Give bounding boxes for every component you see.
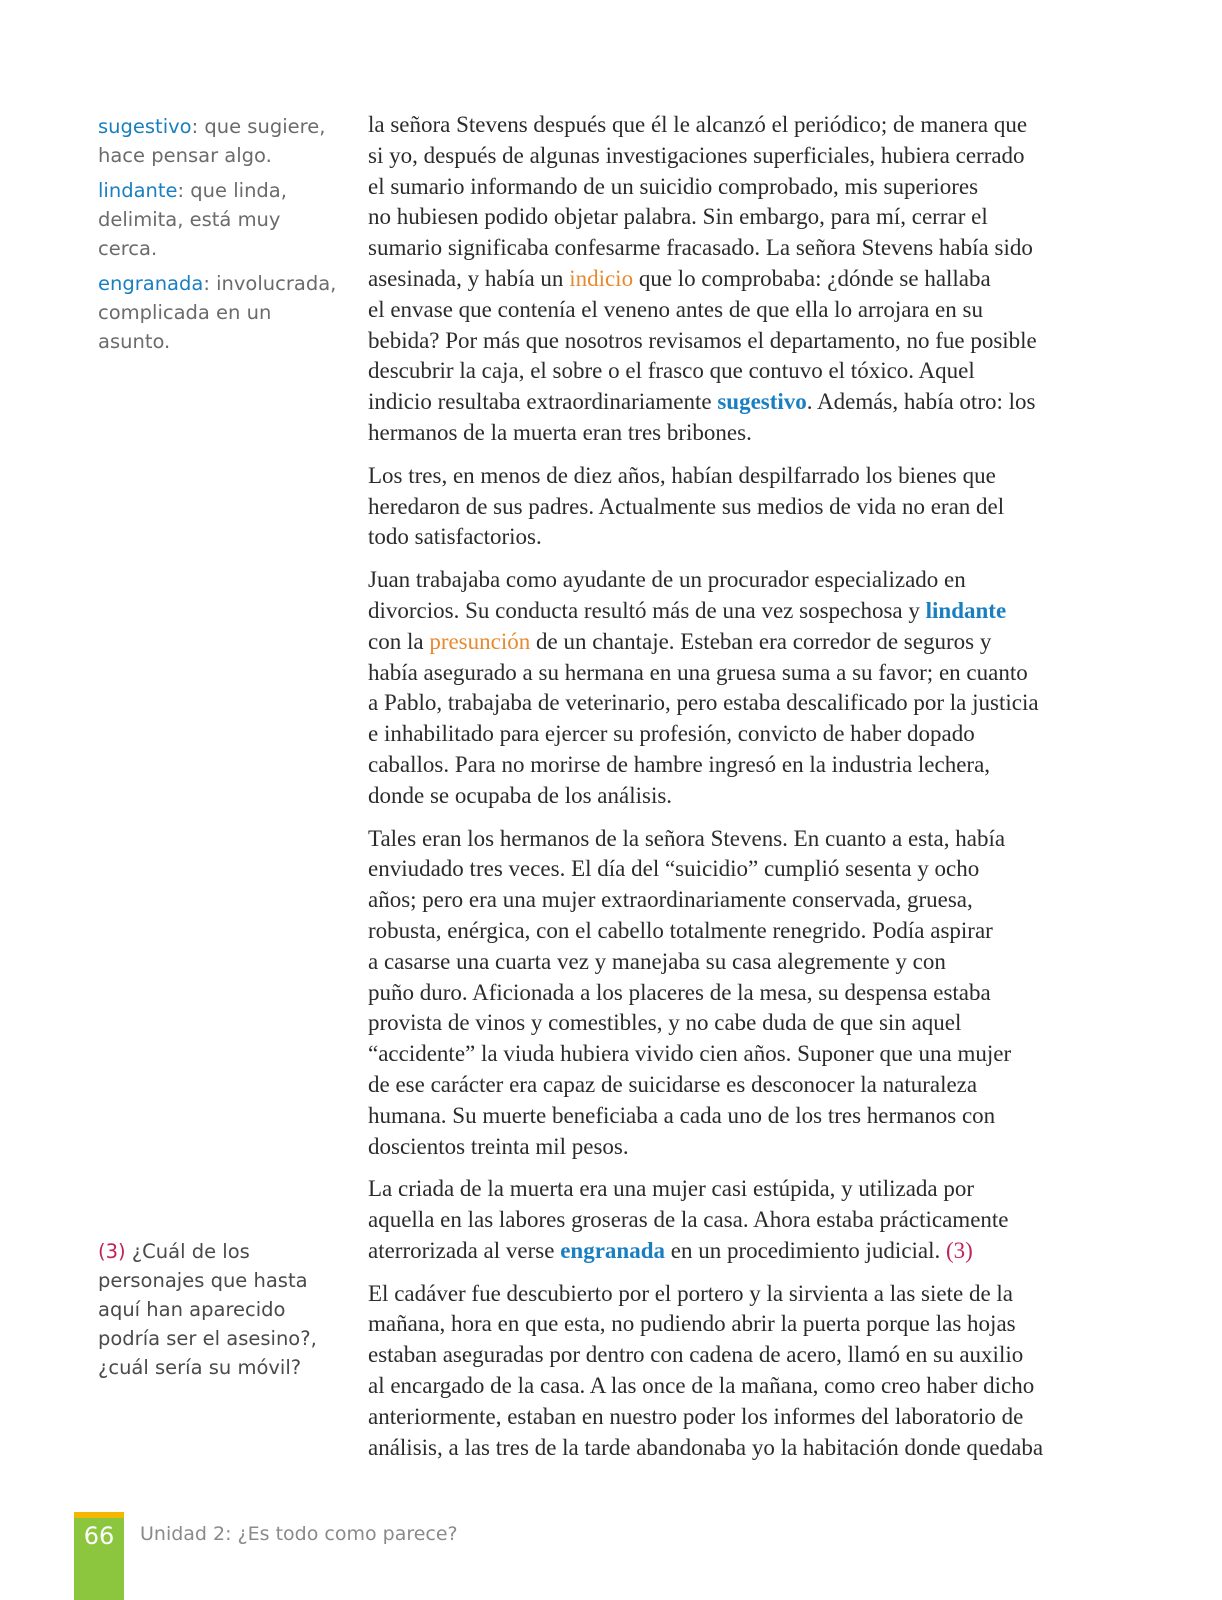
text-line: mañana, hora en que esta, no pudiendo abrir la puerta porque las hojas — [368, 1311, 1016, 1337]
text-line: Juan trabajaba como ayudante de un procurador especializado en — [368, 567, 966, 593]
text-line — [368, 627, 1108, 658]
keyword-indicio: indicio — [569, 265, 634, 291]
text-line: heredaron de sus padres. Actualmente sus medios de vida no eran del — [368, 493, 1005, 519]
text-line: no hubiesen podido objetar palabra. Sin embargo, para mí, cerrar el — [368, 204, 988, 230]
text-run: . Además, había otro: los — [806, 389, 1036, 415]
glossary-entry-sugestivo — [98, 112, 343, 170]
text-run: de un chantaje. Esteban era corredor de seguros y — [530, 628, 992, 654]
glossary-sidebar — [98, 112, 343, 362]
text-line: descubrir la caja, el sobre o el frasco que contuvo el tóxico. Aquel — [368, 358, 975, 384]
text-run: con la — [368, 628, 430, 654]
keyword-lindante: lindante — [925, 597, 1007, 623]
paragraph — [368, 1279, 1108, 1464]
text-line: robusta, enérgica, con el cabello totalmente renegrido. Podía aspirar — [368, 917, 993, 943]
text-line: bebida? Por más que nosotros revisamos el departamento, no fue posible — [368, 327, 1037, 353]
text-line: estaban aseguradas por dentro con cadena de acero, llamó en su auxilio — [368, 1342, 1024, 1368]
text-line: había asegurado a su hermana en una gruesa suma a su favor; en cuanto — [368, 659, 1028, 685]
text-line: a casarse una cuarta vez y manejaba su casa alegremente y con — [368, 948, 946, 974]
text-line — [368, 596, 1108, 627]
text-run: que lo comprobaba: ¿dónde se hallaba — [633, 265, 991, 291]
text-line: “accidente” la viuda hubiera vivido cien años. Suponer que una mujer — [368, 1041, 1012, 1067]
text-run: divorcios. Su conducta resultó más de una vez sospechosa y — [368, 597, 926, 623]
text-line: a Pablo, trabajaba de veterinario, pero estaba descalificado por la justicia — [368, 690, 1039, 716]
text-line: de ese carácter era capaz de suicidarse es desconocer la naturaleza — [368, 1071, 978, 1097]
text-line — [368, 264, 1108, 295]
text-run: indicio resultaba extraordinariamente — [368, 389, 718, 415]
paragraph — [368, 1174, 1108, 1266]
glossary-definition: : que sugiere, hace pensar algo. — [98, 115, 326, 167]
text-line — [368, 387, 1108, 418]
keyword-presuncion: presunción — [429, 628, 531, 654]
keyword-sugestivo: sugestivo — [717, 389, 807, 415]
glossary-definition: : que linda, delimita, está muy cerca. — [98, 179, 287, 260]
paragraph — [368, 565, 1108, 811]
text-line: caballos. Para no morirse de hambre ingresó en la industria lechera, — [368, 751, 991, 777]
text-line: enviudado tres veces. El día del “suicidio” cumplió sesenta y ocho — [368, 856, 980, 882]
glossary-definition: : involucrada, complicada en un asunto. — [98, 272, 337, 353]
text-line: La criada de la muerta era una mujer casi estúpida, y utilizada por — [368, 1176, 975, 1202]
keyword-engranada: engranada — [560, 1237, 665, 1263]
text-line: anteriormente, estaban en nuestro poder los informes del laboratorio de — [368, 1403, 1024, 1429]
page-number: 66 — [83, 1522, 115, 1550]
text-line: e inhabilitado para ejercer su profesión, convicto de haber dopado — [368, 721, 975, 747]
paragraph — [368, 461, 1108, 553]
text-line: el sumario informando de un suicidio comprobado, mis superiores — [368, 173, 979, 199]
text-line: análisis, a las tres de la tarde abandonaba yo la habitación donde quedaba — [368, 1434, 1044, 1460]
text-line: donde se ocupaba de los análisis. — [368, 782, 673, 808]
question-number: (3) — [98, 1240, 126, 1263]
text-line: aquella en las labores groseras de la casa. Ahora estaba prácticamente — [368, 1207, 1009, 1233]
text-line: Tales eran los hermanos de la señora Stevens. En cuanto a esta, había — [368, 825, 1006, 851]
text-line: doscientos treinta mil pesos. — [368, 1133, 629, 1159]
text-run: en un procedimiento judicial. — [664, 1237, 947, 1263]
text-line: al encargado de la casa. A las once de la mañana, como creo haber dicho — [368, 1373, 1035, 1399]
story-text — [368, 110, 1108, 1475]
text-line: hermanos de la muerta eran tres bribones. — [368, 419, 752, 445]
text-line: sumario significaba confesarme fracasado. La señora Stevens había sido — [368, 235, 1033, 261]
glossary-term: sugestivo — [98, 115, 192, 138]
glossary-entry-lindante — [98, 176, 343, 263]
glossary-entry-engranada — [98, 269, 343, 356]
text-line: años; pero era una mujer extraordinariamente conservada, gruesa, — [368, 887, 973, 913]
question-marker: (3) — [946, 1237, 973, 1263]
glossary-term: engranada — [98, 272, 204, 295]
text-line: humana. Su muerte beneficiaba a cada uno de los tres hermanos con — [368, 1102, 996, 1128]
text-line: El cadáver fue descubierto por el portero y la sirvienta a las siete de la — [368, 1280, 1013, 1306]
text-line: provista de vinos y comestibles, y no cabe duda de que sin aquel — [368, 1010, 962, 1036]
text-line — [368, 1236, 1108, 1267]
text-run: asesinada, y había un — [368, 265, 570, 291]
text-line: el envase que contenía el veneno antes de que ella lo arrojara en su — [368, 296, 983, 322]
margin-question — [98, 1237, 338, 1382]
question-text: ¿Cuál de los personajes que hasta aquí han aparecido podría ser el asesino?, ¿cuál sería su móvil? — [98, 1240, 317, 1379]
text-line: puño duro. Aficionada a los placeres de la mesa, su despensa estaba — [368, 979, 991, 1005]
text-line: si yo, después de algunas investigaciones superficiales, hubiera cerrado — [368, 142, 1025, 168]
text-run: aterrorizada al verse — [368, 1237, 561, 1263]
text-line: Los tres, en menos de diez años, habían despilfarrado los bienes que — [368, 462, 996, 488]
paragraph — [368, 824, 1108, 1163]
text-line: la señora Stevens después que él le alcanzó el periódico; de manera que — [368, 112, 1028, 137]
paragraph — [368, 110, 1108, 449]
unit-title: Unidad 2: ¿Es todo como parece? — [140, 1523, 458, 1545]
text-line: todo satisfactorios. — [368, 524, 542, 550]
glossary-term: lindante — [98, 179, 178, 202]
